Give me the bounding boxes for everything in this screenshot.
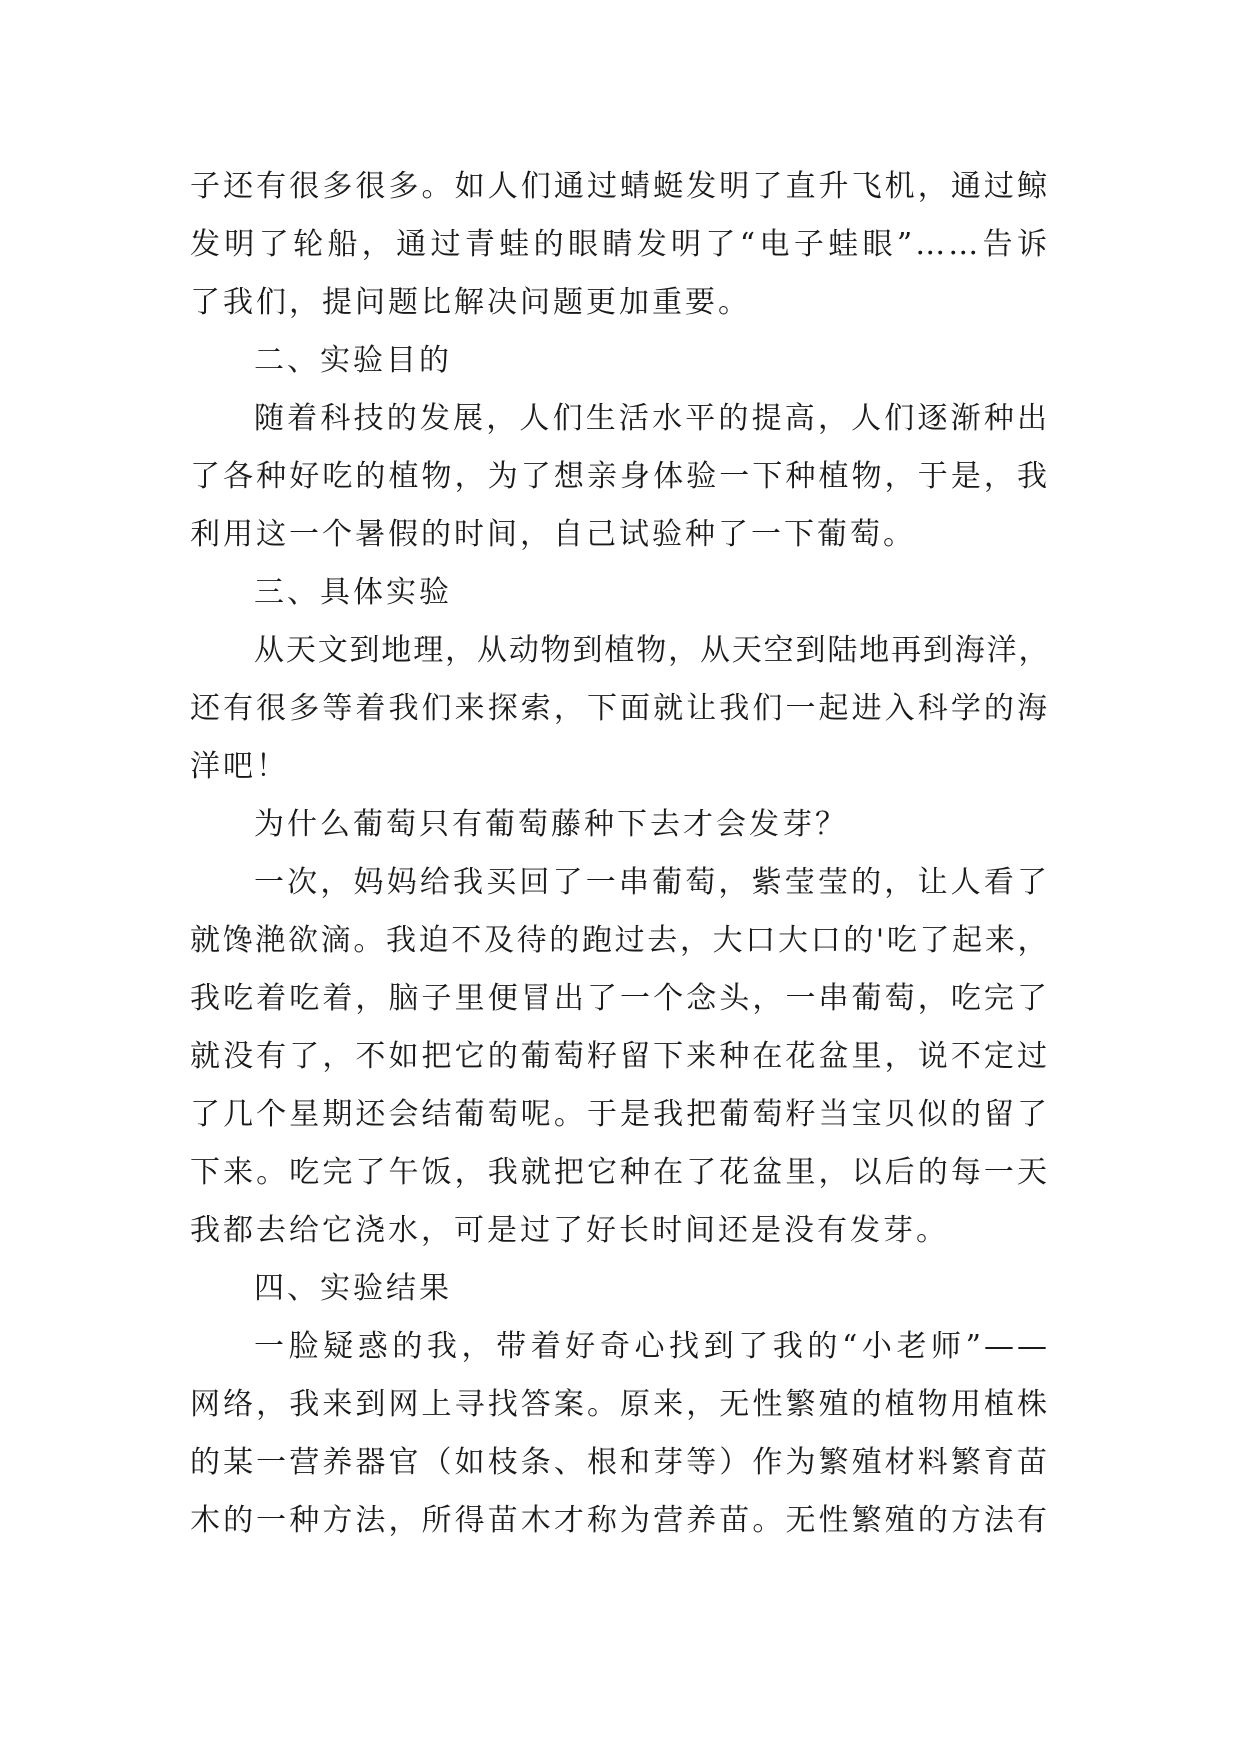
text-line: 从天文到地理，从动物到植物，从天空到陆地再到海洋， <box>254 633 1050 668</box>
text-line: 发明了轮船，通过青蛙的眼睛发明了“电子蛙眼”……告诉 <box>190 227 1050 262</box>
text-line: 木的一种方法，所得苗木才称为营养苗。无性繁殖的方法有 <box>190 1503 1050 1538</box>
text-line: 就馋滟欲滴。我迫不及待的跑过去，大口大口的'吃了起来， <box>190 923 1050 958</box>
text-line: 下来。吃完了午饭，我就把它种在了花盆里，以后的每一天 <box>190 1155 1050 1190</box>
text-line: 了我们，提问题比解决问题更加重要。 <box>190 285 751 320</box>
text-line: 随着科技的发展，人们生活水平的提高，人们逐渐种出 <box>254 401 1050 436</box>
text-line: 还有很多等着我们来探索，下面就让我们一起进入科学的海 <box>190 691 1050 726</box>
text-line: 我都去给它浇水，可是过了好长时间还是没有发芽。 <box>190 1213 949 1248</box>
section-heading: 二、实验目的 <box>254 343 452 378</box>
text-line: 利用这一个暑假的时间，自己试验种了一下葡萄。 <box>190 517 916 552</box>
text-line: 了各种好吃的植物，为了想亲身体验一下种植物，于是，我 <box>190 459 1050 494</box>
text-line: 子还有很多很多。如人们通过蜻蜓发明了直升飞机，通过鲸 <box>190 169 1050 204</box>
text-line: 一次，妈妈给我买回了一串葡萄，紫莹莹的，让人看了 <box>254 865 1050 900</box>
text-line: 我吃着吃着，脑子里便冒出了一个念头，一串葡萄，吃完了 <box>190 981 1050 1016</box>
section-heading: 三、具体实验 <box>254 575 452 610</box>
text-line: 网络，我来到网上寻找答案。原来，无性繁殖的植物用植株 <box>190 1387 1050 1422</box>
text-line: 一脸疑惑的我，带着好奇心找到了我的“小老师”—— <box>254 1329 1050 1364</box>
question-line: 为什么葡萄只有葡萄藤种下去才会发芽？ <box>254 807 848 842</box>
section-heading: 四、实验结果 <box>254 1271 452 1306</box>
text-line: 洋吧！ <box>190 749 289 784</box>
text-line: 的某一营养器官（如枝条、根和芽等）作为繁殖材料繁育苗 <box>190 1445 1050 1480</box>
text-line: 了几个星期还会结葡萄呢。于是我把葡萄籽当宝贝似的留了 <box>190 1097 1050 1132</box>
text-line: 就没有了，不如把它的葡萄籽留下来种在花盆里，说不定过 <box>190 1039 1050 1074</box>
document-body <box>190 158 1050 1550</box>
